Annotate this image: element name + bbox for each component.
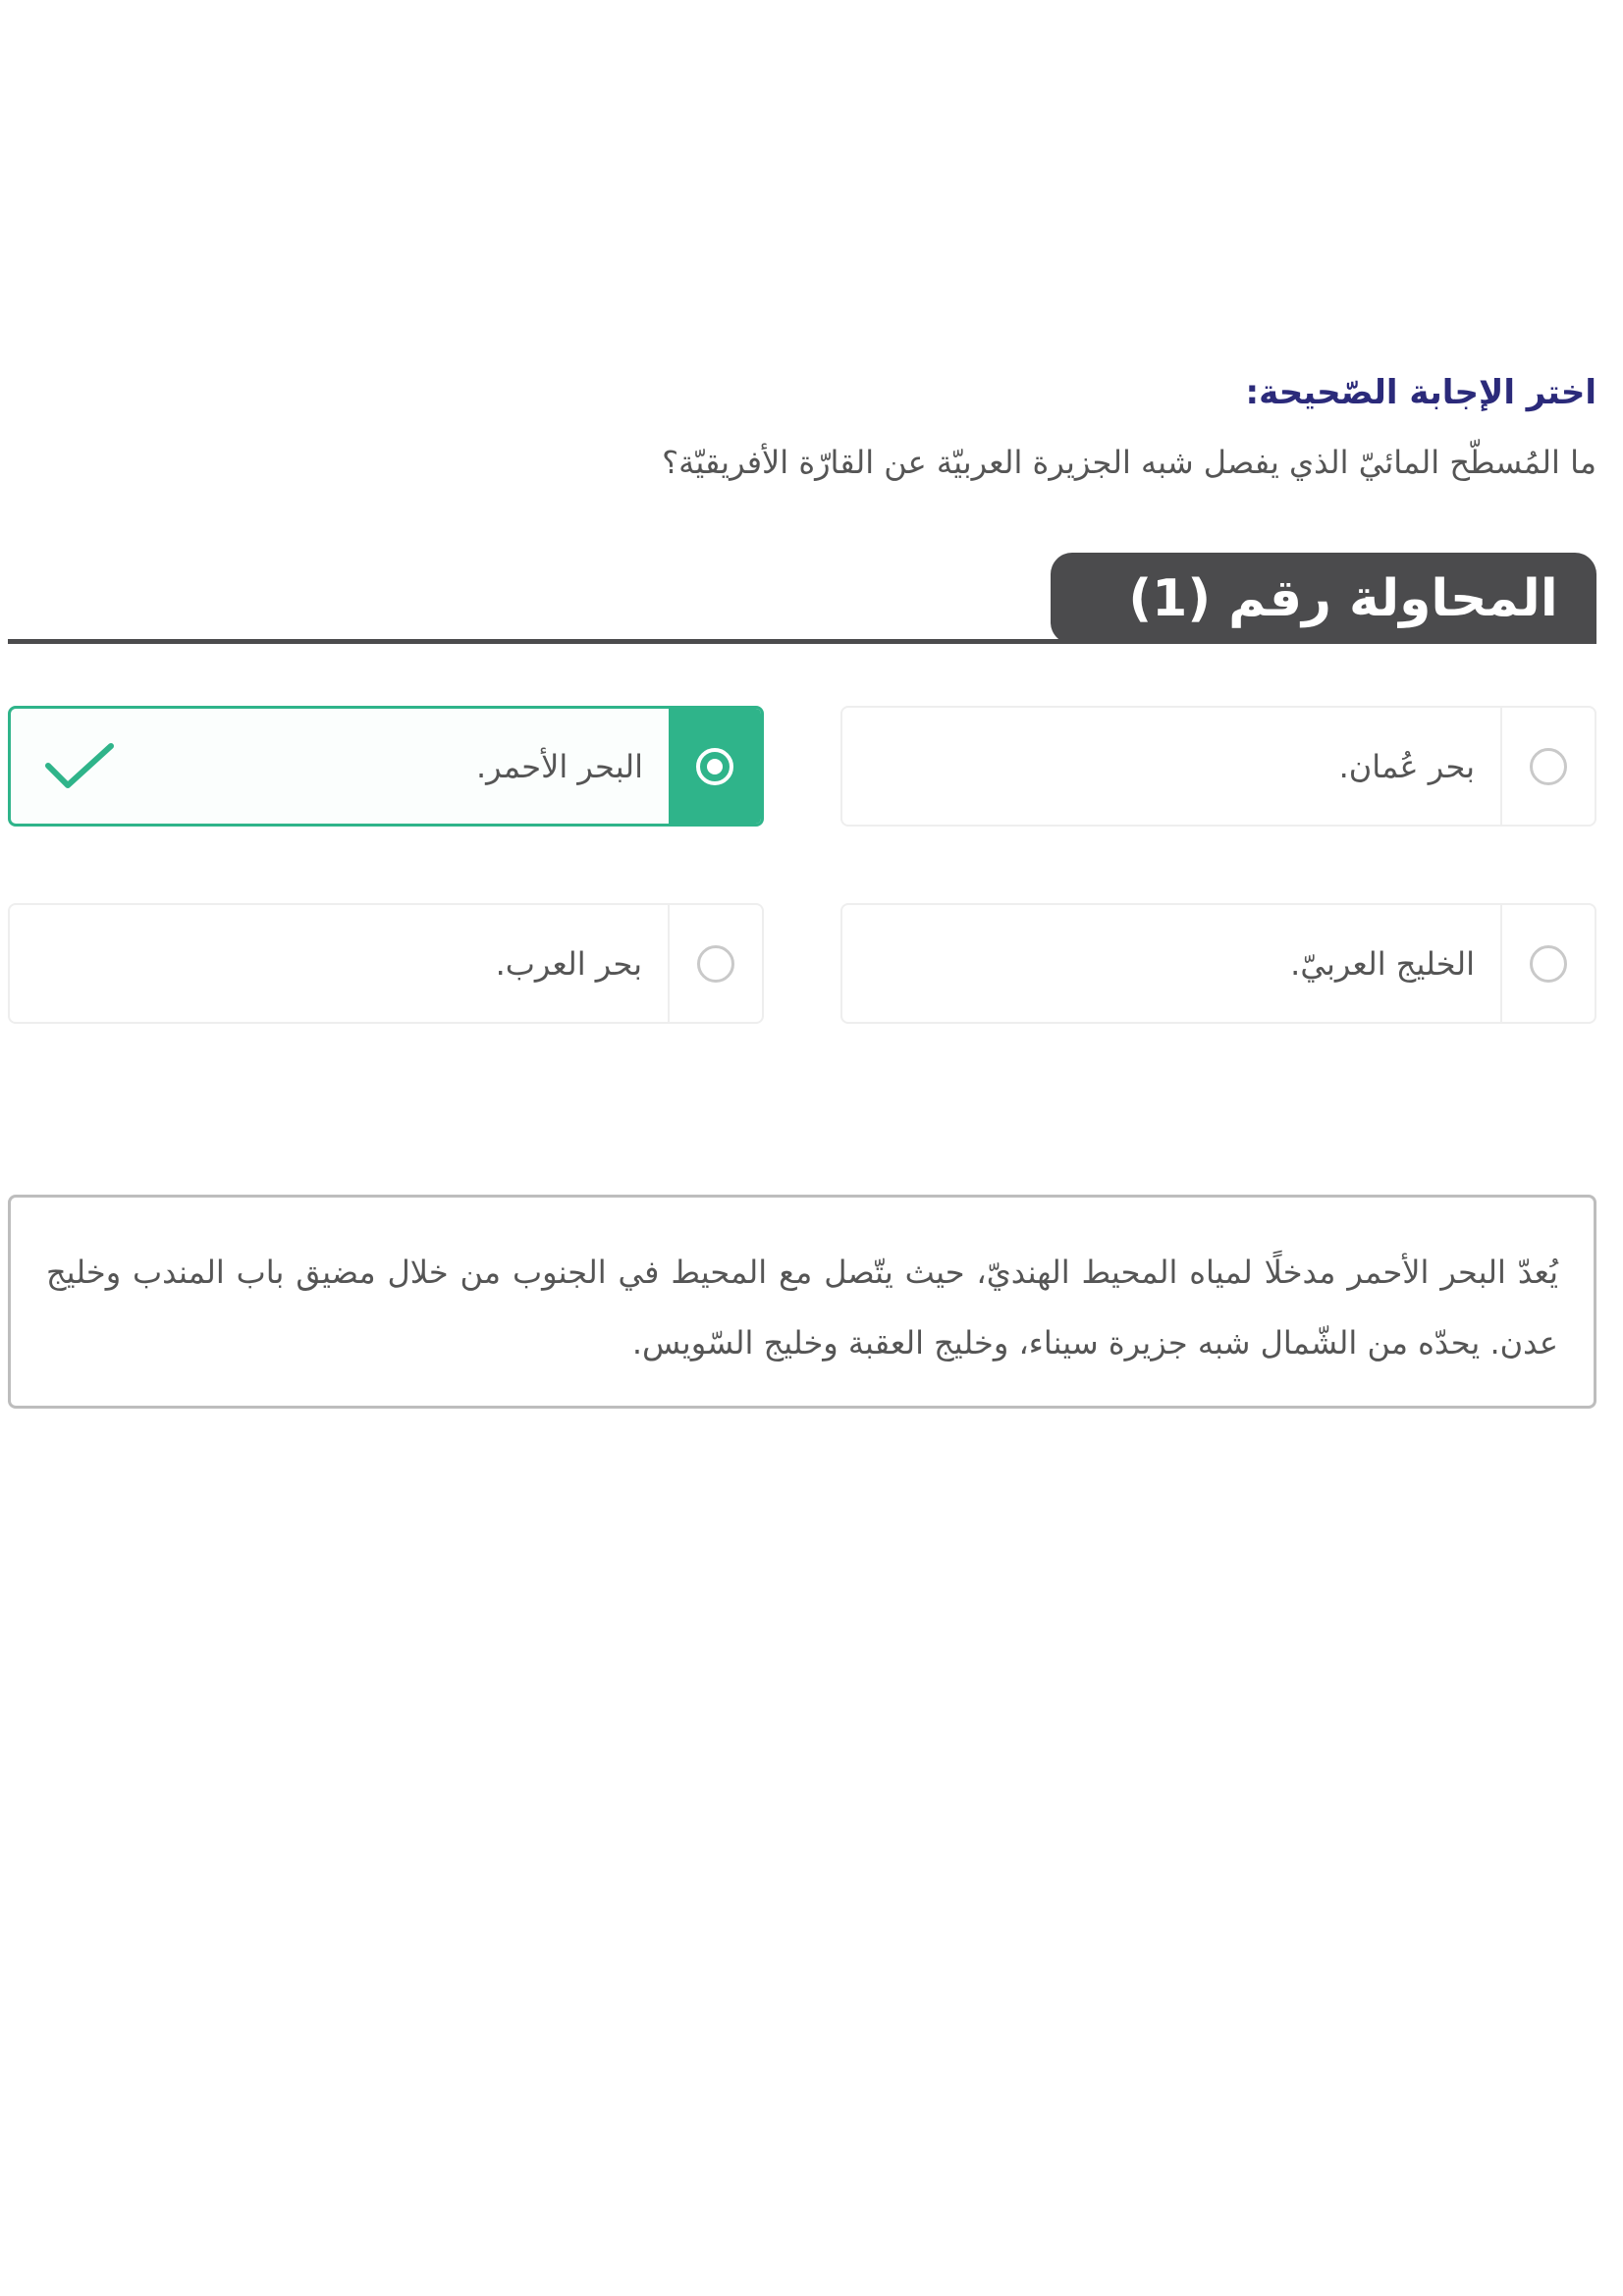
- explanation-box: [8, 1195, 1596, 1409]
- radio-icon[interactable]: [1530, 945, 1567, 983]
- radio-selected-icon[interactable]: [696, 748, 733, 785]
- instruction-heading: اختر الإجابة الصّحيحة:: [1245, 373, 1596, 412]
- answer-option-3[interactable]: [840, 903, 1596, 1024]
- question-text: ما المُسطّح المائيّ الذي يفصل شبه الجزيرة العربيّة عن القارّة الأفريقيّة؟: [662, 444, 1596, 481]
- answer-option-label: الخليج العربيّ.: [1290, 944, 1475, 983]
- answer-option-label: بحر العرب.: [495, 944, 642, 983]
- checkmark-icon: [11, 709, 148, 824]
- answer-option-4[interactable]: [8, 903, 764, 1024]
- explanation-text: يُعدّ البحر الأحمر مدخلًا لمياه المحيط الهنديّ، حيث يتّصل مع المحيط في الجنوب من خلال مضيق باب المندب وخليج عدن. يحدّه من الشّمال شبه جزيرة سيناء، وخليج العقبة وخليج السّويس.: [46, 1254, 1558, 1362]
- radio-icon[interactable]: [1530, 748, 1567, 785]
- radio-dot: [707, 759, 723, 774]
- answer-option-label: بحر عُمان.: [1338, 747, 1475, 785]
- answer-option-1[interactable]: [840, 706, 1596, 827]
- attempt-tab: [1051, 553, 1596, 644]
- radio-cell[interactable]: [1500, 708, 1595, 825]
- attempt-label: المحاولة رقم (1): [1128, 568, 1558, 628]
- radio-cell[interactable]: [669, 709, 761, 824]
- radio-cell[interactable]: [668, 905, 762, 1022]
- answer-option-2[interactable]: [8, 706, 764, 827]
- answer-option-label: البحر الأحمر.: [475, 747, 643, 785]
- radio-icon[interactable]: [697, 945, 734, 983]
- attempt-divider: [8, 639, 1596, 644]
- radio-cell[interactable]: [1500, 905, 1595, 1022]
